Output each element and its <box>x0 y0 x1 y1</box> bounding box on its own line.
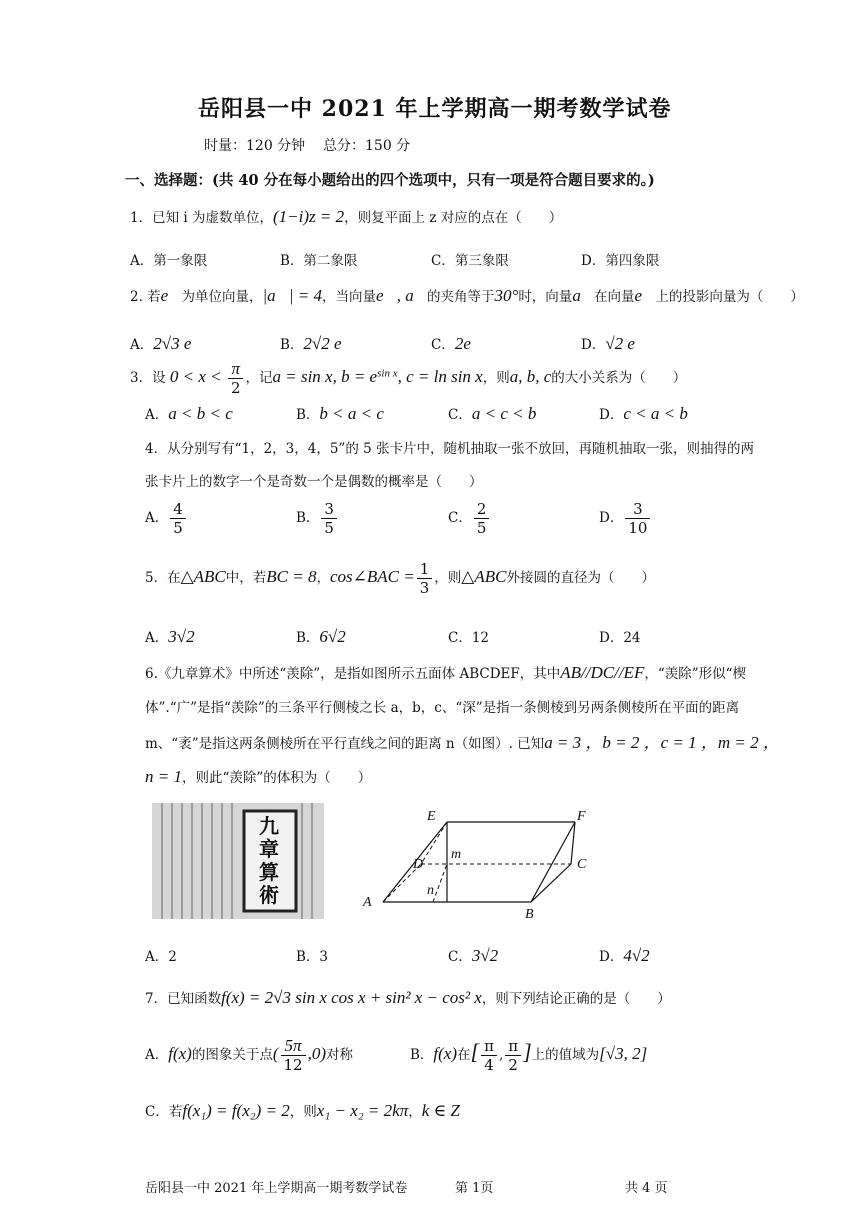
q2-text-1: 2. 若 <box>130 289 161 305</box>
q1-option-b: B．第二象限 <box>280 253 358 269</box>
q1-option-a: A．第一象限 <box>130 253 208 269</box>
q1-option-c: C．第三象限 <box>431 253 509 269</box>
footer-total-pages: 共 4 页 <box>625 1181 668 1196</box>
label-D: D <box>413 857 424 872</box>
question-5: 5．在△ABC中，若BC = 8，cos∠BAC = $\frac{1}{3}$ ，则△ABC外接圆的直径为（ ） <box>145 560 655 597</box>
q4-option-c: C． $\frac{2}{5}$ <box>448 500 491 537</box>
q6-line-2: 体”.“广”是指“羡除”的三条平行侧棱之长 a，b，c、“深”是指一条侧棱到另两条侧棱所在平面的距离 <box>145 700 740 716</box>
q3-option-b: B．b < a < c <box>296 404 384 423</box>
q1-post: ，则复平面上 z 对应的点在（ ） <box>344 210 563 226</box>
book-cover-illustration <box>152 803 324 919</box>
label-A: A <box>363 895 372 910</box>
q1-option-d: D．第四象限 <box>581 253 660 269</box>
footer-title: 岳阳县一中 2021 年上学期高一期考数学试卷 <box>145 1181 408 1196</box>
q2-text-7: 上的投影向量为（ ） <box>655 289 804 305</box>
time-limit: 时量：120 分钟 <box>204 138 306 154</box>
q1-pre: 1．已知 i 为虚数单位， <box>130 210 273 226</box>
q2-option-a: A．2√3 e⃗ <box>130 334 205 353</box>
label-F: F <box>577 809 586 824</box>
q2-option-d: D．√2 e⃗ <box>581 334 649 353</box>
q3-option-d: D．c < a < b <box>599 404 688 423</box>
q6-option-a: A．2 <box>145 949 177 965</box>
q2-text-2: 为单位向量， <box>181 289 263 305</box>
label-m: m <box>451 847 462 862</box>
q2-text-3: ，当向量 <box>322 289 376 305</box>
q1-math: (1−i)z = 2 <box>273 207 345 226</box>
total-score: 总分：150 分 <box>323 138 411 154</box>
q2-text-5: 时，向量 <box>518 289 573 305</box>
q2-e2: e⃗ <box>634 286 656 305</box>
q2-option-b: B．2√2 e⃗ <box>280 334 355 353</box>
book-cover-title: 九 章 算 術 <box>259 814 279 907</box>
q2-text-4: 的夹角等于 <box>427 289 495 305</box>
footer-page-number: 第 1页 <box>455 1181 494 1196</box>
q6-option-b: B．3 <box>296 949 329 965</box>
q7-option-c: C．若f(x₁) = f(x₂) = 2，则x₁ − x₂ = 2kπ，k ∈ Z <box>145 1101 460 1120</box>
question-7: 7．已知函数f(x) = 2√3 sin x cos x + sin² x − cos² x，则下列结论正确的是（ ） <box>145 988 671 1007</box>
q4-line-2: 张卡片上的数字一个是奇数一个是偶数的概率是（ ） <box>145 474 483 490</box>
q4-option-a: A． $\frac{4}{5}$ <box>145 500 188 537</box>
section-heading: 一、选择题：(共 40 分在每小题给出的四个选项中，只有一项是符合题目要求的。) <box>125 172 655 189</box>
q2-mag: |a⃗| = 4 <box>262 286 322 305</box>
q3-condition: 0 < x < <box>169 367 222 386</box>
question-1 <box>130 207 562 228</box>
exam-title: 岳阳县一中 2021 年上学期高一期考数学试卷 <box>198 96 672 122</box>
q6-line-4: n = 1，则此“羡除”的体积为（ ） <box>145 767 372 786</box>
q4-option-b: B． $\frac{3}{5}$ <box>296 500 339 537</box>
label-C: C <box>577 857 587 872</box>
jiuzhang-suanshu-photo <box>152 803 324 919</box>
label-E: E <box>427 809 436 824</box>
q4-option-d: D． $\frac{3}{10}$ <box>599 500 652 537</box>
question-3: 3．设 0 < x < $\frac{\pi}{2}$ ，记a = sin x, $b = e^{sin x}$, c = ln sin x，则a, b, c的大小关系为（ ） <box>130 359 687 397</box>
label-n: n <box>427 883 434 898</box>
q5-option-c: C．12 <box>448 630 490 646</box>
q6-line-1: 6.《九章算术》中所述“羡除”，是指如图所示五面体 ABCDEF，其中AB//DC//EF，“羡除”形似“楔 <box>145 663 747 682</box>
q6-option-d: D．4√2 <box>599 946 650 965</box>
q3-option-a: A．a < b < c <box>145 404 233 423</box>
q2-e: e⃗ <box>160 286 182 305</box>
q2-a: a⃗ <box>572 286 595 305</box>
q5-option-a: A．3√2 <box>145 627 195 646</box>
q7-option-b: B．f(x)在[ $\frac{\pi}{4}$ , $\frac{\pi}{2}$ ]上的值域为[√3, 2] <box>410 1037 648 1074</box>
xianchu-figure <box>355 806 595 922</box>
q6-line-3: m、“袤”是指这两条侧棱所在平行直线之间的距离 n（如图）. 已知a = 3 ，b = 2 ，c = 1 ，m = 2 ， <box>145 733 780 752</box>
q3-pi-over-2: $\frac{\pi}{2}$ <box>228 360 244 397</box>
q2-ea: e⃗, a⃗ <box>376 286 427 305</box>
q5-option-d: D．24 <box>599 630 641 646</box>
q4-line-1: 4．从分别写有“1，2，3，4，5”的 5 张卡片中，随机抽取一张不放回，再随机抽取一张，则抽得的两 <box>145 441 755 457</box>
q2-option-c: C．2e⃗ <box>431 334 485 353</box>
q7-option-a: A．f(x)的图象关于点( $\frac{5\pi}{12}$ ,0)对称 <box>145 1036 354 1074</box>
q5-option-b: B．6√2 <box>296 627 346 646</box>
q6-option-c: C．3√2 <box>448 946 499 965</box>
label-B: B <box>525 907 534 922</box>
q3-pre: 3．设 <box>130 370 166 386</box>
q2-text-6: 在向量 <box>594 289 635 305</box>
question-2 <box>130 286 804 307</box>
q3-option-c: C．a < c < b <box>448 404 537 423</box>
q2-angle: 30° <box>494 286 519 305</box>
